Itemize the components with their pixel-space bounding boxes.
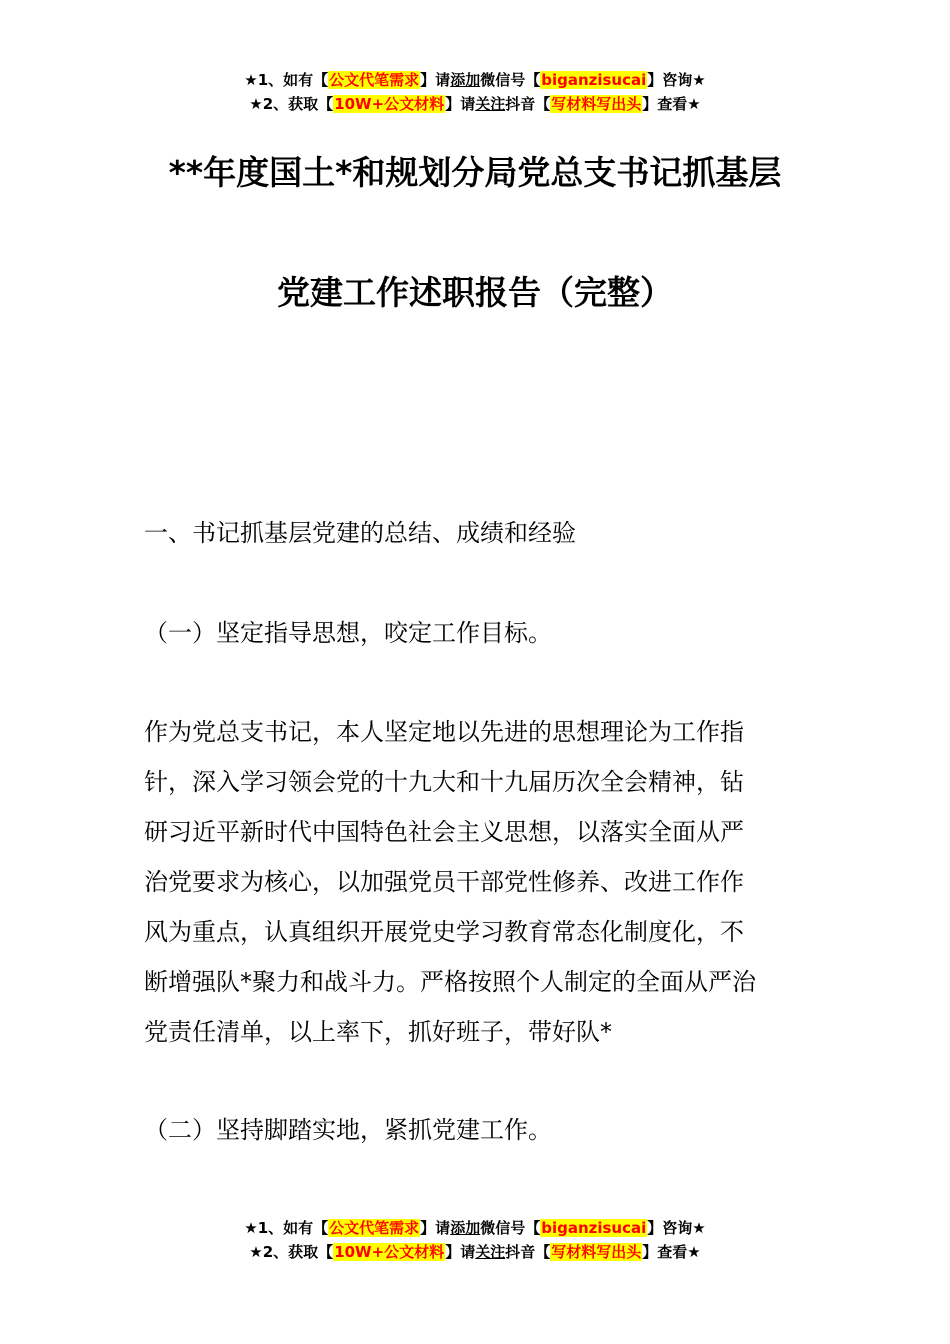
body-line: 风为重点，认真组织开展党史学习教育常态化制度化，不 (144, 918, 744, 946)
banner-underline: 添加 (450, 1219, 481, 1237)
body-line: 针，深入学习领会党的十九大和十九届历次全会精神，钻 (144, 768, 744, 796)
banner-highlight-wechat: biganzisucai (541, 71, 647, 89)
sub-heading-2: （二）坚持脚踏实地，紧抓党建工作。 (144, 1116, 552, 1144)
body-line: 研习近平新时代中国特色社会主义思想，以落实全面从严 (144, 818, 744, 846)
body-line: 党责任清单，以上率下，抓好班子，带好队* (144, 1018, 612, 1046)
banner-line-1 (0, 1216, 950, 1240)
banner-text: 】请 (420, 1219, 451, 1237)
banner-underline: 关注 (475, 95, 506, 113)
banner-text: 微信号【 (480, 1219, 541, 1237)
sub-heading-1: （一）坚定指导思想，咬定工作目标。 (144, 619, 552, 647)
banner-text: ★2、获取【 (249, 1243, 334, 1261)
footer-banner (0, 1216, 950, 1264)
banner-highlight-douyin: 写材料写出头 (551, 1243, 642, 1261)
body-line: 作为党总支书记，本人坚定地以先进的思想理论为工作指 (144, 718, 744, 746)
banner-text: 抖音【 (505, 95, 551, 113)
body-line: 断增强队*聚力和战斗力。严格按照个人制定的全面从严治 (144, 968, 756, 996)
banner-text: ★1、如有【 (244, 71, 329, 89)
banner-text: 抖音【 (505, 1243, 551, 1261)
banner-line-1 (0, 68, 950, 92)
banner-text: 】咨询★ (647, 71, 706, 89)
section-heading: 一、书记抓基层党建的总结、成绩和经验 (144, 519, 576, 547)
body-paragraph (144, 707, 808, 1057)
banner-text: 】查看★ (642, 95, 701, 113)
banner-text: 】咨询★ (647, 1219, 706, 1237)
body-line: 治党要求为核心，以加强党员干部党性修养、改进工作作 (144, 868, 744, 896)
banner-line-2 (0, 1240, 950, 1264)
document-title-line-1: **年度国土*和规划分局党总支书记抓基层 (168, 153, 782, 192)
banner-highlight: 公文代笔需求 (329, 71, 420, 89)
banner-highlight-wechat: biganzisucai (541, 1219, 647, 1237)
banner-highlight: 10W+公文材料 (334, 1243, 445, 1261)
banner-underline: 关注 (475, 1243, 506, 1261)
banner-text: ★1、如有【 (244, 1219, 329, 1237)
banner-underline: 添加 (450, 71, 481, 89)
banner-text: 】请 (420, 71, 451, 89)
banner-text: 】请 (445, 95, 476, 113)
banner-line-2 (0, 92, 950, 116)
banner-text: 】查看★ (642, 1243, 701, 1261)
banner-highlight: 10W+公文材料 (334, 95, 445, 113)
banner-text: 】请 (445, 1243, 476, 1261)
banner-text: 微信号【 (480, 71, 541, 89)
document-title-line-2: 党建工作述职报告（完整） (277, 273, 673, 312)
banner-text: ★2、获取【 (249, 95, 334, 113)
banner-highlight-douyin: 写材料写出头 (551, 95, 642, 113)
banner-highlight: 公文代笔需求 (329, 1219, 420, 1237)
header-banner (0, 68, 950, 116)
